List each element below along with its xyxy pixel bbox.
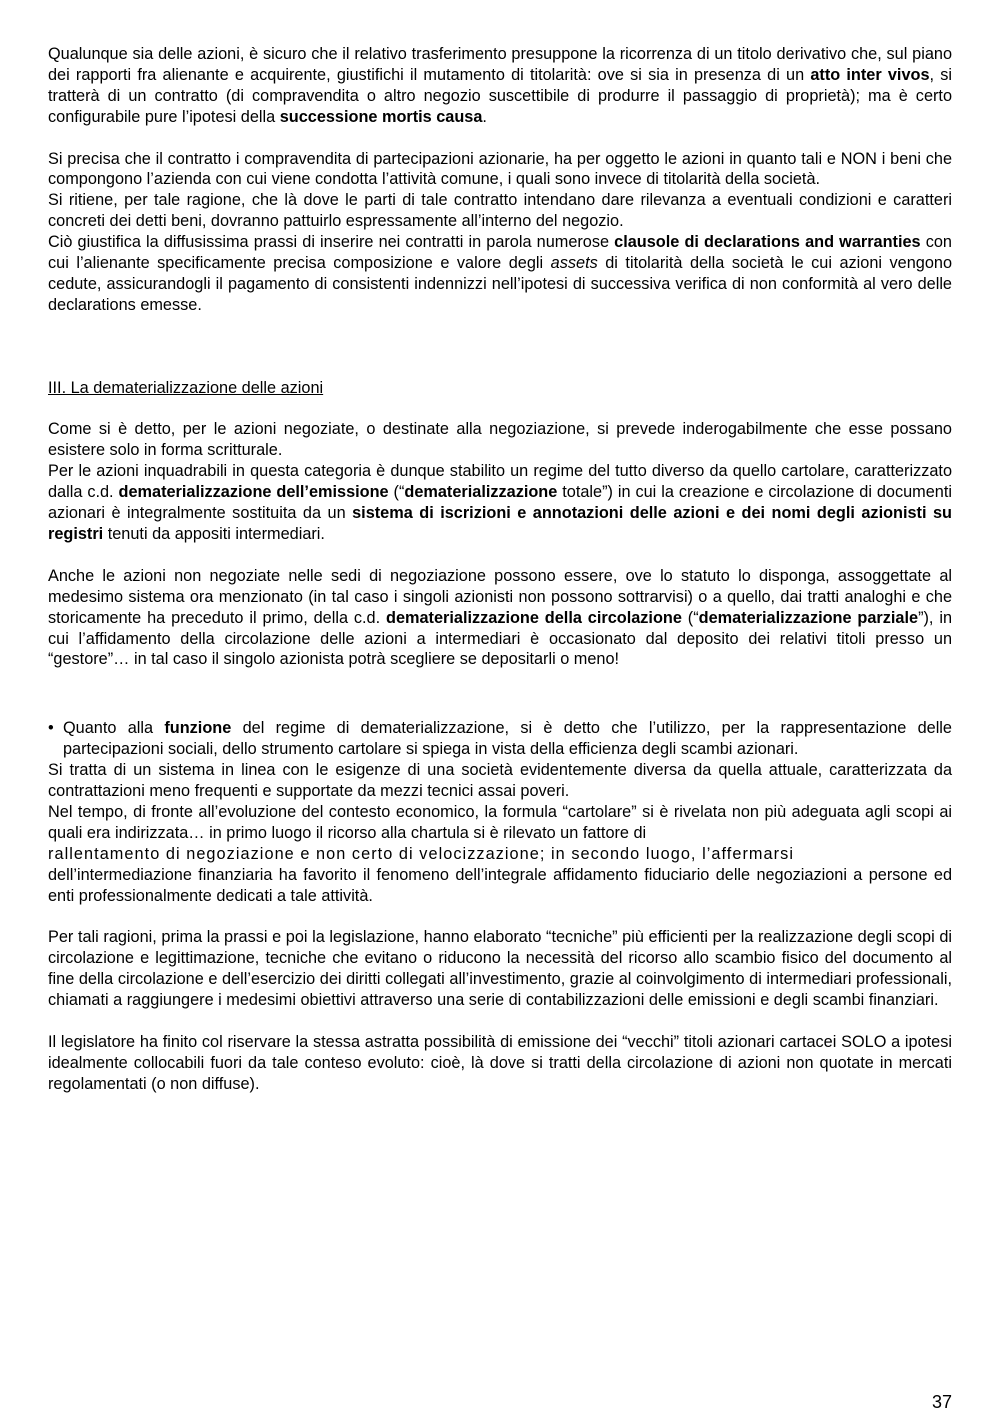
text-run: , si tratterà di un contratto (di compravendita o altro negozio suscettibile di produrre il passaggio di proprietà); ma è certo configurabile pure l’ipotesi della [48,65,952,126]
text-run: Quanto alla [63,719,165,738]
paragraph-system: Si tratta di un sistema in linea con le esigenze di una società evidentemente diversa da quella attuale, caratterizzata da contrattazioni meno frequenti e supportate da mezzi tecnici assai poveri. [48,761,952,801]
bold-term: sistema di iscrizioni e annotazioni delle azioni e dei nomi degli azionisti su registri [48,504,952,543]
text-run: (“ [681,608,699,627]
paragraph-dematerialization-emission [48,461,952,545]
text-run: con cui l’alienante specificamente precisa composizione e valore degli [48,233,952,273]
paragraph-contract-object: Si precisa che il contratto i compravendita di partecipazioni azionarie, ha per oggetto le azioni in quanto tali e NON i beni che compongono l’azienda con cui viene condotta l’attività comune, i quali sono invece di titolarità della società. [48,149,952,189]
paragraph-techniques: Per tali ragioni, prima la prassi e poi la legislazione, hanno elaborato “tecniche” più efficienti per la realizzazione degli scopi di circolazione e legittimazione, tecniche che evitano o riducono la necessità del ricorso allo scambio fisico del documento al fine della circolazione e dell’esercizio dei diritti collegati all’investimento, grazie al coinvolgimento di intermediari professionali, chiamati a raggiungere i medesimi obiettivi attraverso una serie di contabilizzazioni delle emissioni e degli scambi finanziari. [48,928,952,1010]
text-run: del regime di dematerializzazione, si è detto che l’utilizzo, per la rappresentazione delle partecipazioni sociali, dello strumento cartolare si spiega in vista della efficienza degli scambi azionari. [63,719,952,759]
bullet-item [48,718,952,760]
paragraph-evolution-a: Nel tempo, di fronte all’evoluzione del contesto economico, la formula “cartolare” si è rivelata non più adeguata agli scopi ai quali era indirizzata… in primo luogo il ricorso alla chartula si è rilevato un fattore di [48,802,952,842]
bold-term: successione mortis causa [279,107,483,126]
paragraph-evolution-c: dell’intermediazione finanziaria ha favorito il fenomeno dell’integrale affidamento fiduciario delle negoziazioni a persone ed enti professionalmente dedicati a tale attività. [48,865,952,905]
paragraph-scriptural-form: Come si è detto, per le azioni negoziate, o destinate alla negoziazione, si prevede inderogabilmente che esse possano esistere solo in forma scritturale. [48,420,952,460]
page-number: 37 [931,1392,952,1412]
bold-term: clausole di declarations and warranties [614,233,921,252]
text-run: Anche le azioni non negoziate nelle sedi di negoziazione possono essere, ove lo statuto lo disponga, assoggettate al medesimo sistema ora menzionato (in tal caso i singoli azionisti non possono sottrarvisi) o a quello, dai tratti analoghi e che storicamente ha preceduto il primo, della c.d. [48,566,952,627]
document-body [48,44,952,1095]
bold-term: atto inter vivos [810,65,930,84]
text-run: tenuti da appositi intermediari. [103,524,325,543]
paragraph-dematerialization-circulation [48,566,952,671]
paragraph-legislator: Il legislatore ha finito col riservare la stessa astratta possibilità di emissione dei “vecchi” titoli azionari cartacei SOLO a ipotesi idealmente collocabili fuori da tale conteso evoluto: cioè, là dove si tratti della circolazione di azioni non quotate in mercati regolamentati (o non diffuse). [48,1032,952,1093]
text-run: . [482,107,487,126]
paragraph-function [63,718,952,760]
text-run: Per le azioni inquadrabili in questa categoria è dunque stabilito un regime del tutto diverso da quello cartolare, caratterizzato dalla c.d. [48,462,952,502]
paragraph-evolution-b: rallentamento di negoziazione e non certo di velocizzazione; in secondo luogo, l’affermarsi [48,844,794,863]
italic-term: assets [550,254,598,273]
paragraph-declarations-warranties [48,232,952,316]
bold-term: dematerializzazione [404,483,558,502]
section-heading: III. La dematerializzazione delle azioni [48,378,324,397]
text-run: Qualunque sia delle azioni, è sicuro che il relativo trasferimento presuppone la ricorrenza di un titolo derivativo che, sul piano dei rapporti fra alienante e acquirente, giustifichi il mutamento di titolarità: ove si sia in presenza di un [48,45,952,84]
bullet-icon: • [48,719,54,738]
text-run: ”), in cui l’affidamento della circolazione delle azioni a intermediari è occasionato dal deposito dei relativi titoli presso un “gestore”… in tal caso il singolo azionista potrà scegliere se depositarli o meno! [48,608,952,669]
bold-term: funzione [164,719,232,738]
bold-term: dematerializzazione parziale [698,608,919,627]
paragraph-transfer-title [48,44,952,128]
text-run: Ciò giustifica la diffusissima prassi di inserire nei contratti in parola numerose [48,233,615,252]
bold-term: dematerializzazione della circolazione [386,608,682,627]
text-run: (“ [388,483,405,502]
text-run: di titolarità della società le cui azioni vengono cedute, assicurandogli il pagamento di consistenti indennizzi nell’ipotesi di successiva verifica di non conformità al vero delle declarations emesse. [48,254,952,314]
text-run: totale”) in cui la creazione e circolazione di documenti azionari è integralmente sostituita da un [48,483,952,523]
bold-term: dematerializzazione dell’emissione [118,483,389,502]
paragraph-relevance: Si ritiene, per tale ragione, che là dove le parti di tale contratto intendano dare rilevanza a eventuali condizioni e caratteri concreti dei detti beni, dovranno pattuirlo espressamente all’interno del negozio. [48,191,952,231]
